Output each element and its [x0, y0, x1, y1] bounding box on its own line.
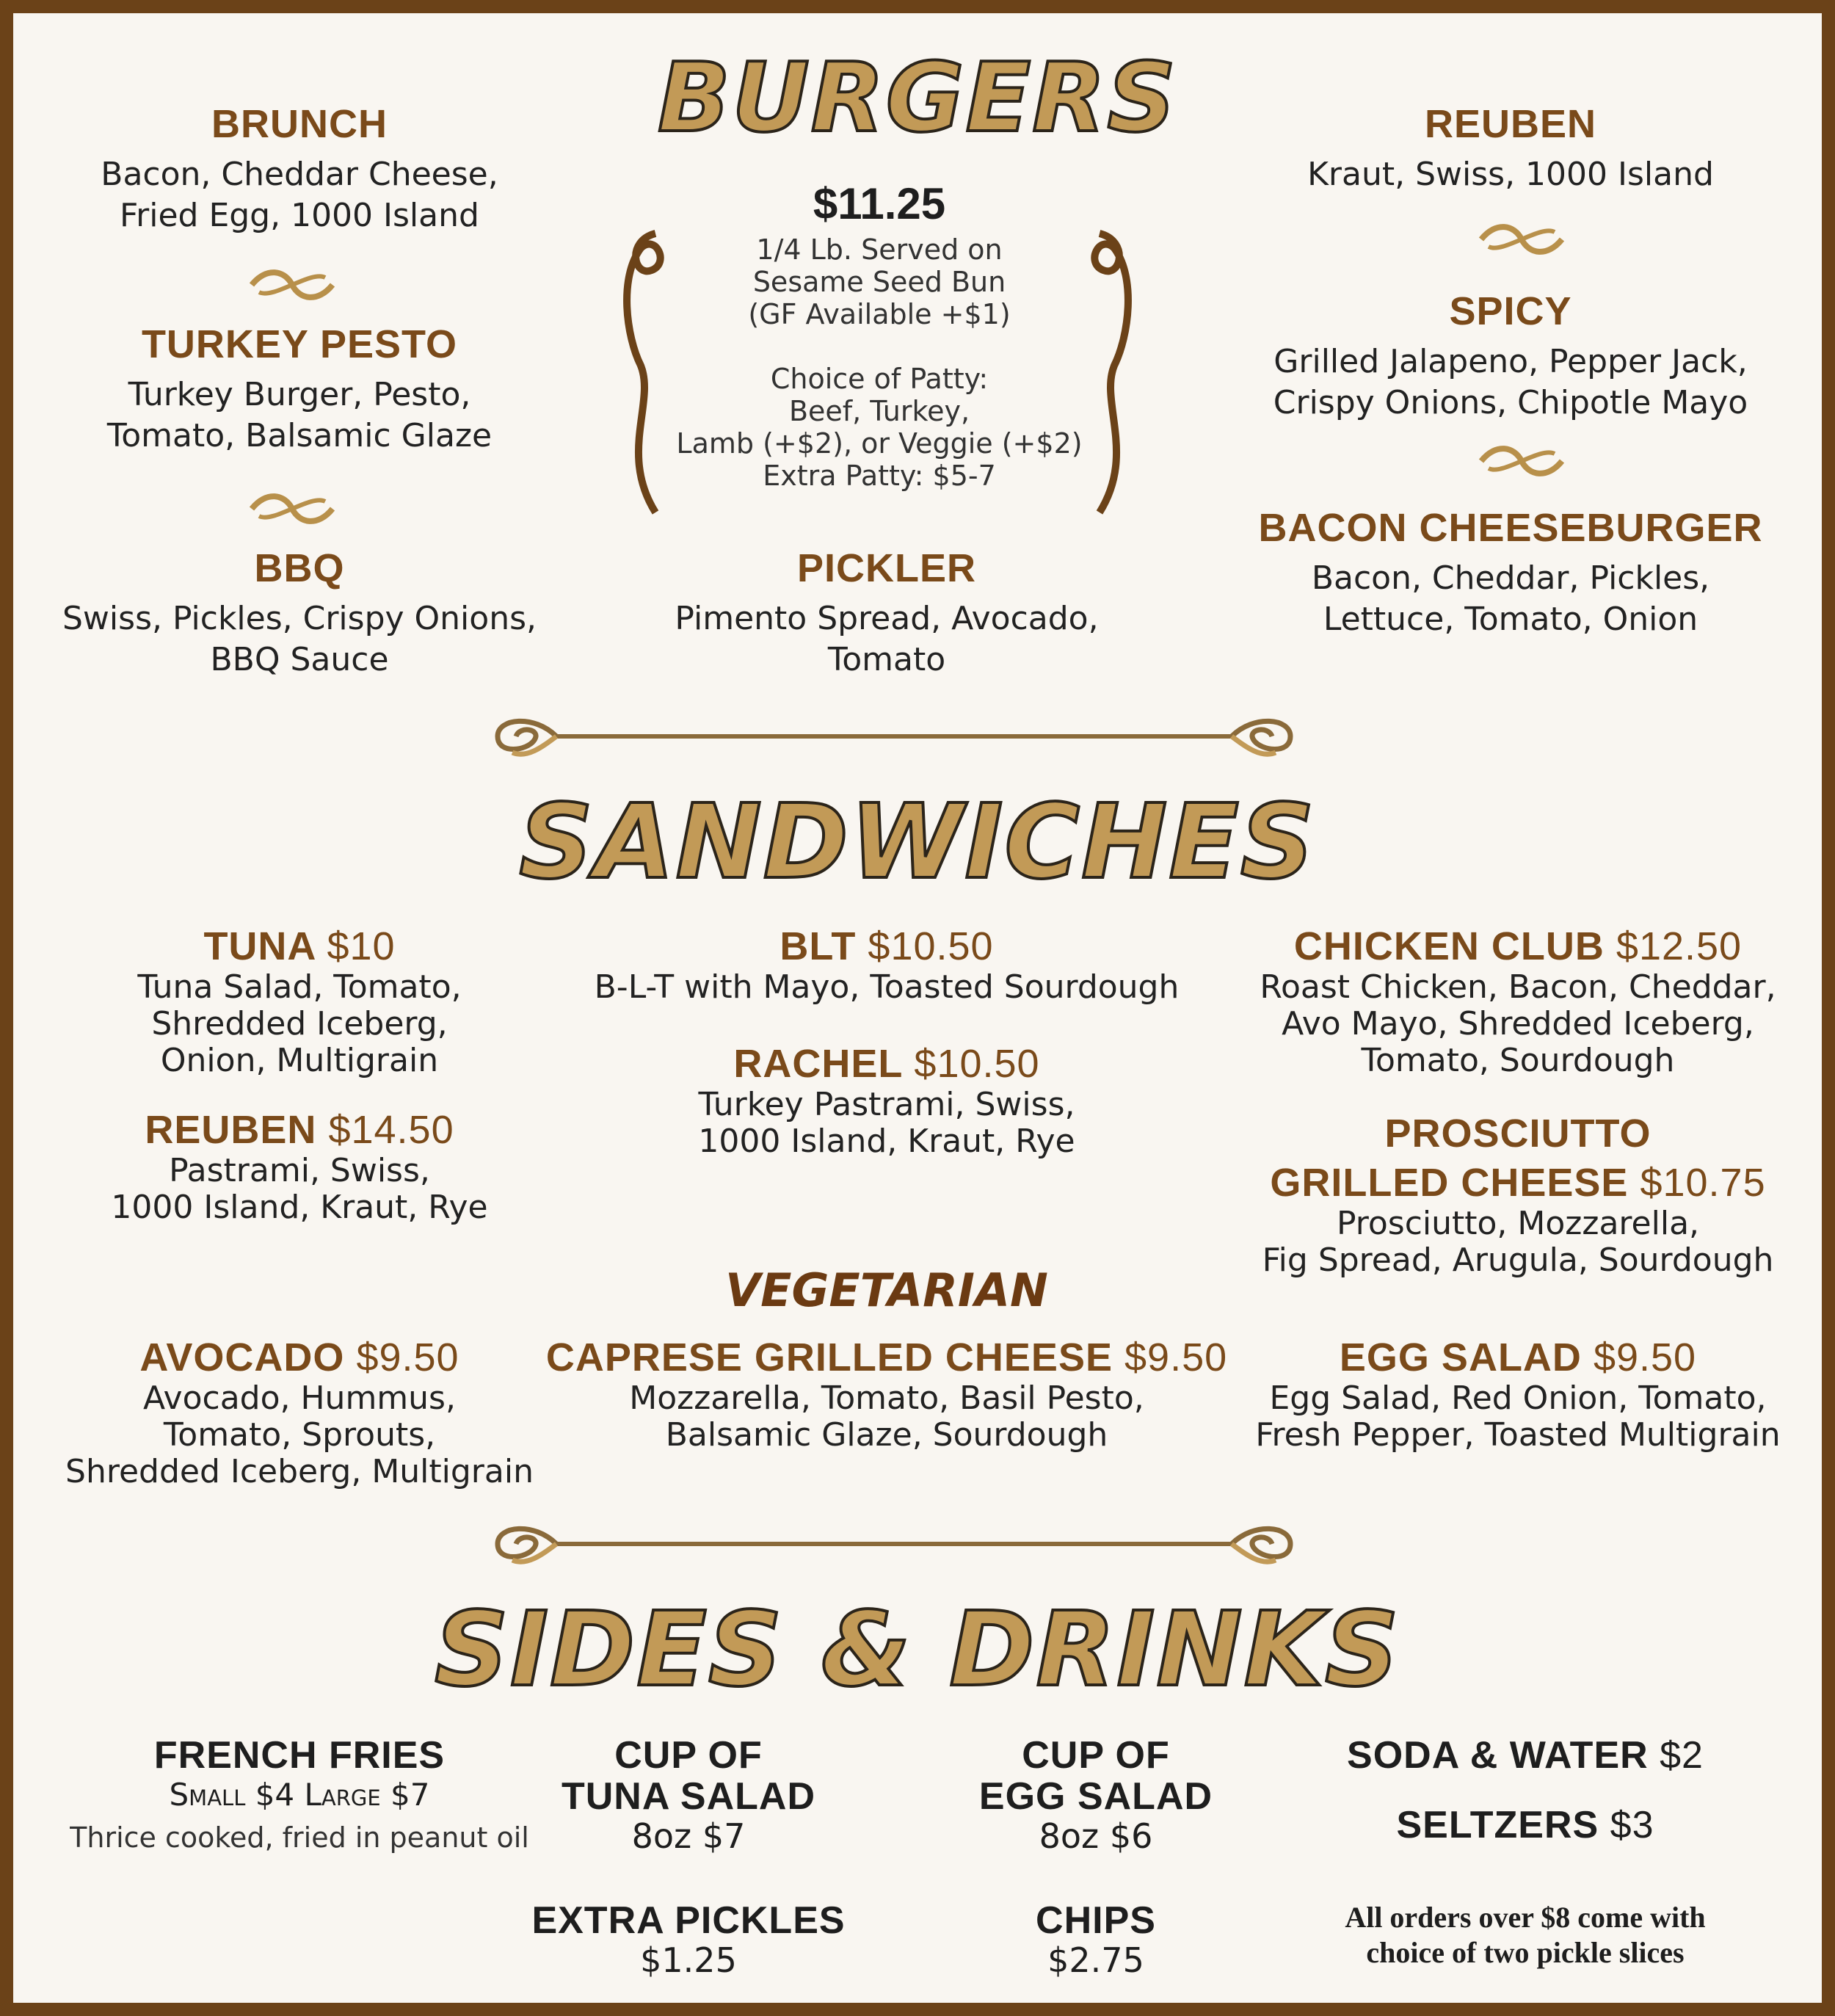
burger-info-line: Sesame Seed Bun: [752, 266, 1006, 298]
menu-board: [13, 13, 1822, 2003]
item-name: FRENCH FRIES: [153, 1734, 446, 1777]
item-desc: Grilled Jalapeno, Pepper Jack,: [1273, 343, 1748, 380]
burger-price: $11.25: [813, 179, 946, 228]
burger-info-spacer: [674, 330, 1085, 363]
burger-info-line: Beef, Turkey,: [788, 395, 970, 427]
flourish-ornament: [1474, 439, 1569, 483]
burger-info-line: (GF Available +$1): [748, 298, 1011, 330]
item-name: CAPRESE GRILLED CHEESE: [545, 1335, 1113, 1379]
sandwich-reuben: [57, 1107, 542, 1226]
item-desc: Tomato, Balsamic Glaze: [106, 417, 493, 454]
item-desc: Turkey Burger, Pesto,: [128, 376, 471, 413]
side-tuna-cup: [542, 1735, 835, 1855]
item-name: BLT: [780, 924, 857, 968]
burger-info-line: 1/4 Lb. Served on: [756, 233, 1003, 266]
item-desc: Mozzarella, Tomato, Basil Pesto,: [629, 1379, 1144, 1417]
item-price: $10.50: [868, 924, 994, 968]
vegetarian-heading: VEGETARIAN: [725, 1263, 1048, 1317]
sandwich-avocado: [43, 1335, 556, 1490]
sandwich-tuna: [57, 924, 542, 1079]
flourish-ornament: [244, 487, 340, 531]
item-price: $9.50: [1124, 1335, 1228, 1379]
side-extra-pickles: [512, 1900, 865, 1979]
item-desc: Avocado, Hummus,: [143, 1379, 456, 1417]
item-desc: Prosciutto, Mozzarella,: [1336, 1205, 1700, 1242]
item-name: TURKEY PESTO: [141, 322, 458, 366]
burger-info-line: Choice of Patty:: [770, 363, 989, 395]
note-line: All orders over $8 come with: [1345, 1901, 1706, 1934]
item-desc: Kraut, Swiss, 1000 Island: [1307, 156, 1714, 193]
burger-pickler: [644, 545, 1129, 681]
item-desc: Onion, Multigrain: [160, 1042, 439, 1079]
item-price: $2: [1660, 1734, 1704, 1777]
item-name: EGG SALAD: [978, 1775, 1213, 1818]
item-name: BRUNCH: [211, 102, 388, 146]
item-name: EGG SALAD: [1339, 1335, 1582, 1379]
item-price: $1.25: [640, 1940, 737, 1980]
sandwich-rachel: [571, 1041, 1202, 1160]
item-price: $10: [327, 924, 396, 968]
section-divider: [483, 707, 1305, 766]
item-name: SPICY: [1449, 289, 1572, 333]
item-name: EXTRA PICKLES: [531, 1899, 846, 1942]
item-desc: Fresh Pepper, Toasted Multigrain: [1255, 1416, 1781, 1454]
item-sizes: Small $4 Large $7: [169, 1777, 430, 1813]
item-desc: Lettuce, Tomato, Onion: [1323, 601, 1698, 638]
side-egg-cup: [949, 1735, 1243, 1855]
item-desc: Tomato: [827, 641, 946, 678]
item-desc: Turkey Pastrami, Swiss,: [698, 1086, 1075, 1123]
item-price: $2.75: [1047, 1940, 1144, 1980]
item-desc: Roast Chicken, Bacon, Cheddar,: [1260, 968, 1776, 1006]
item-desc: 1000 Island, Kraut, Rye: [111, 1189, 488, 1226]
item-name: GRILLED CHEESE: [1270, 1161, 1629, 1205]
burgers-title: BURGERS: [658, 42, 1177, 153]
item-desc: Avo Mayo, Shredded Iceberg,: [1282, 1005, 1754, 1043]
item-desc: 1000 Island, Kraut, Rye: [698, 1123, 1075, 1160]
item-desc: Swiss, Pickles, Crispy Onions,: [62, 600, 537, 637]
item-name: REUBEN: [1424, 102, 1597, 146]
item-desc: Pastrami, Swiss,: [169, 1152, 430, 1189]
pickle-note: [1261, 1900, 1789, 1970]
sandwich-blt: [571, 924, 1202, 1006]
item-desc: Balsamic Glaze, Sourdough: [665, 1416, 1108, 1454]
item-name: CHIPS: [1036, 1899, 1156, 1942]
item-price: $9.50: [356, 1335, 459, 1379]
item-name: PROSCIUTTO: [1384, 1112, 1652, 1156]
burger-turkey-pesto: [57, 322, 542, 457]
item-desc: Shredded Iceberg, Multigrain: [65, 1453, 534, 1490]
item-desc: Pimento Spread, Avocado,: [675, 600, 1099, 637]
item-name: TUNA: [203, 924, 316, 968]
item-price: $12.50: [1616, 924, 1743, 968]
note-line: choice of two pickle slices: [1366, 1936, 1685, 1969]
item-name: CUP OF: [614, 1734, 763, 1777]
item-name: SELTZERS: [1396, 1804, 1599, 1846]
item-desc: Tomato, Sourdough: [1361, 1042, 1675, 1079]
item-name: CUP OF: [1022, 1734, 1170, 1777]
side-french-fries: [57, 1735, 542, 1854]
burger-reuben: [1246, 101, 1775, 195]
drink-seltzers: [1261, 1805, 1789, 1846]
burger-brunch: [57, 101, 542, 236]
sandwich-chicken-club: [1232, 924, 1804, 1079]
sandwich-caprese: [542, 1335, 1232, 1454]
item-price: $9.50: [1593, 1335, 1697, 1379]
burger-bacon-cheeseburger: [1246, 505, 1775, 640]
sandwich-egg-salad: [1232, 1335, 1804, 1454]
burger-info-line: Lamb (+$2), or Veggie (+$2): [676, 427, 1083, 460]
item-name: AVOCADO: [139, 1335, 345, 1379]
item-price: $14.50: [328, 1108, 454, 1152]
drink-soda-water: [1261, 1735, 1789, 1776]
item-price: $10.75: [1640, 1161, 1766, 1205]
item-price: $3: [1610, 1804, 1654, 1846]
section-divider: [483, 1515, 1305, 1573]
item-price: 8oz $6: [1039, 1816, 1153, 1856]
flourish-ornament: [1474, 217, 1569, 261]
item-note: Thrice cooked, fried in peanut oil: [70, 1821, 529, 1854]
item-name: CHICKEN CLUB: [1293, 924, 1605, 968]
side-chips: [949, 1900, 1243, 1979]
item-price: 8oz $7: [631, 1816, 746, 1856]
item-desc: Egg Salad, Red Onion, Tomato,: [1269, 1379, 1767, 1417]
item-name: SODA & WATER: [1347, 1734, 1649, 1777]
item-name: BACON CHEESEBURGER: [1258, 506, 1763, 550]
item-desc: Tuna Salad, Tomato,: [137, 968, 462, 1006]
item-name: REUBEN: [145, 1108, 317, 1152]
item-desc: Tomato, Sprouts,: [163, 1416, 436, 1454]
sides-drinks-title: SIDES & DRINKS: [435, 1590, 1400, 1710]
item-name: BBQ: [254, 546, 345, 590]
item-desc: Shredded Iceberg,: [151, 1005, 448, 1043]
item-desc: Fried Egg, 1000 Island: [120, 197, 479, 234]
item-desc: Fig Spread, Arugula, Sourdough: [1262, 1241, 1774, 1279]
sandwich-prosciutto: [1232, 1107, 1804, 1279]
flourish-ornament: [244, 263, 340, 307]
item-desc: Bacon, Cheddar, Pickles,: [1311, 559, 1710, 597]
burger-bbq: [57, 545, 542, 681]
burger-spicy: [1246, 289, 1775, 424]
item-name: PICKLER: [796, 546, 976, 590]
item-desc: Bacon, Cheddar Cheese,: [101, 156, 498, 193]
burger-info: [674, 175, 1085, 492]
burger-info-line: Extra Patty: $5-7: [763, 460, 996, 492]
item-name: TUNA SALAD: [561, 1775, 816, 1818]
item-price: $10.50: [914, 1042, 1040, 1086]
item-desc: B-L-T with Mayo, Toasted Sourdough: [594, 968, 1180, 1006]
item-desc: BBQ Sauce: [210, 641, 389, 678]
item-name: RACHEL: [733, 1042, 903, 1086]
sandwiches-title: SANDWICHES: [519, 783, 1316, 902]
item-desc: Crispy Onions, Chipotle Mayo: [1273, 384, 1748, 421]
